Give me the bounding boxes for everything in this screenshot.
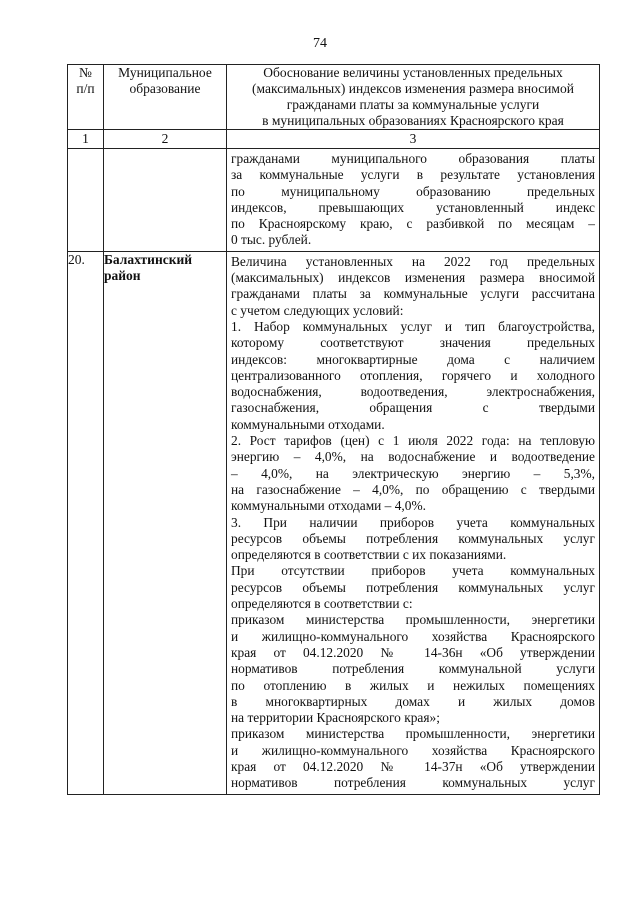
text-line: приказом министерства промышленности, энергетики [231, 726, 595, 742]
header-justification-line: гражданами платы за коммунальные услуги [286, 97, 540, 112]
text-line: по отоплению в жилых и нежилых помещениях [231, 677, 595, 693]
column-number: 1 [68, 130, 104, 149]
text-line: с учетом следующих условий: [231, 302, 404, 318]
text-line: индексов: многоквартирные дома с наличием [231, 351, 595, 367]
text-line: в многоквартирных домах и жилых домов [231, 693, 595, 709]
continuation-row [68, 149, 600, 252]
empty-cell [104, 149, 227, 252]
header-number [68, 65, 104, 130]
text-line: определяются в соответствии с: [231, 596, 413, 612]
text-line: ресурсов объемы потребления коммунальных услуг [231, 530, 595, 546]
text-line: по муниципальному образованию предельных [231, 183, 595, 199]
header-justification [227, 65, 600, 130]
text-line: приказом министерства промышленности, энергетики [231, 612, 595, 628]
column-number: 3 [227, 130, 600, 149]
text-line: индексов, превышающих установленный индекс [231, 199, 595, 215]
text-line: коммунальными отходами. [231, 416, 385, 432]
text-line: централизованного отопления, горячего и холодного [231, 367, 595, 383]
text-line: гражданами муниципального образования платы [231, 151, 595, 166]
text-line: на территории Красноярского края»; [231, 710, 440, 726]
text-line: При отсутствии приборов учета коммунальных [231, 563, 595, 579]
header-row [68, 65, 600, 130]
text-line: водоснабжения, водоотведения, электроснабжения, [231, 384, 595, 400]
document-table [67, 64, 600, 795]
text-line: 0 тыс. рублей. [231, 232, 312, 248]
text-line: энергию – 4,0%, на водоснабжение и водоотведение [231, 449, 595, 465]
continuation-text [227, 149, 600, 252]
header-municipality-line: Муниципальное [118, 65, 212, 80]
header-municipality [104, 65, 227, 130]
text-line: (максимальных) индексов изменения размера вносимой [231, 270, 595, 286]
text-line: по Красноярскому краю, с разбивкой по месяцам – [231, 216, 595, 232]
text-line: края от 04.12.2020 № 14-37н «Об утверждении [231, 758, 595, 774]
text-line: края от 04.12.2020 № 14-36н «Об утверждении [231, 644, 595, 660]
paragraph [231, 319, 595, 433]
page-number: 74 [313, 36, 327, 51]
table-row [68, 251, 600, 794]
text-line: газоснабжения, обращения с твердыми [231, 400, 595, 416]
text-line: – 4,0%, на электрическую энергию – 5,3%, [231, 465, 595, 481]
empty-cell [68, 149, 104, 252]
header-municipality-line: образование [129, 81, 201, 96]
text-line: определяются в соответствии с их показаниями. [231, 547, 507, 563]
text-line: гражданами платы за коммунальные услуги рассчитана [231, 286, 595, 302]
text-line: за коммунальные услуги в результате установления [231, 167, 595, 183]
text-line: Величина установленных на 2022 год предельных [231, 253, 595, 269]
justification-text [227, 251, 600, 794]
row-number: 20. [68, 251, 104, 794]
text-line: 2. Рост тарифов (цен) с 1 июля 2022 года: на тепловую [231, 433, 595, 449]
header-justification-line: (максимальных) индексов изменения размера вносимой [252, 81, 574, 96]
paragraph [231, 726, 595, 791]
paragraph [231, 433, 595, 514]
text-line: нормативов потребления коммунальной услуги [231, 661, 595, 677]
text-line: коммунальными отходами – 4,0%. [231, 498, 426, 514]
text-line: и жилищно-коммунального хозяйства Красноярского [231, 628, 595, 644]
municipality-name [104, 251, 227, 794]
text-line: которому соответствуют значения предельных [231, 335, 595, 351]
paragraph [231, 563, 595, 612]
text-line: на газоснабжение – 4,0%, по обращению с твердыми [231, 481, 595, 497]
text-line: ресурсов объемы потребления коммунальных услуг [231, 579, 595, 595]
paragraph [231, 515, 595, 564]
header-number-line: п/п [76, 81, 95, 96]
paragraph [231, 254, 595, 319]
municipality-name-line: район [104, 267, 141, 283]
text-line: 3. При наличии приборов учета коммунальных [231, 514, 595, 530]
column-number: 2 [104, 130, 227, 149]
column-numbers-row [68, 130, 600, 149]
paragraph [231, 612, 595, 726]
municipality-name-line: Балахтинский [104, 251, 193, 267]
header-justification-line: в муниципальных образованиях Красноярского края [262, 113, 564, 128]
text-line: 1. Набор коммунальных услуг и тип благоустройства, [231, 318, 595, 334]
header-number-line: № [79, 65, 92, 80]
text-line: нормативов потребления коммунальных услуг [231, 775, 595, 791]
text-line: и жилищно-коммунального хозяйства Красноярского [231, 742, 595, 758]
header-justification-line: Обоснование величины установленных предельных [263, 65, 563, 80]
